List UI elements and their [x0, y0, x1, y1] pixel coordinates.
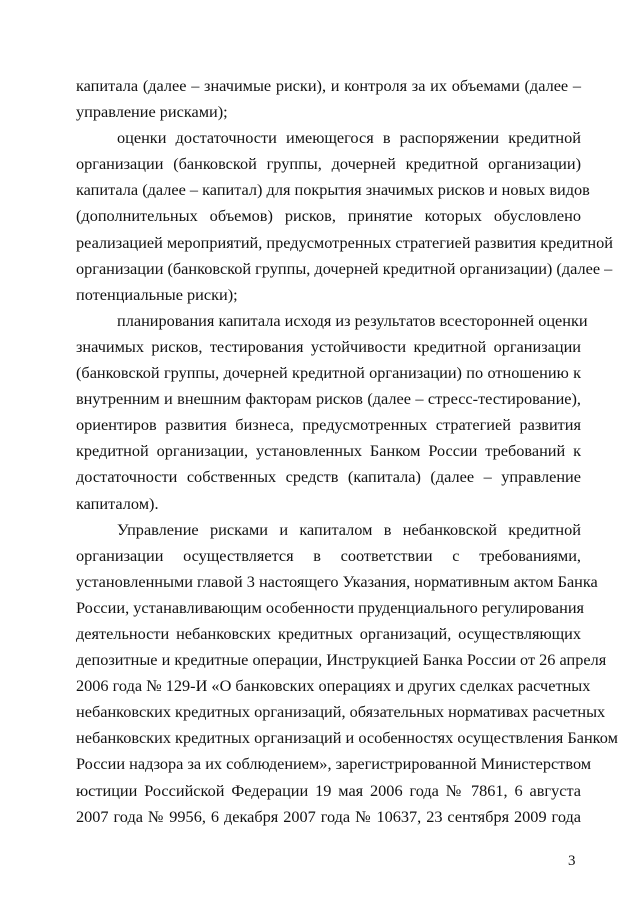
text-line: организации (банковской группы, дочерней кредитной организации) (далее –	[76, 258, 613, 278]
text-line: достаточности собственных средств (капитала) (далее – управление	[76, 467, 581, 487]
text-line: (дополнительных объемов) рисков, принятие которых обусловлено	[76, 206, 581, 226]
text-line: (банковской группы, дочерней кредитной организации) по отношению к	[76, 363, 581, 383]
text-line: небанковских кредитных организаций и особенностях осуществления Банком	[76, 728, 618, 748]
text-line: организации осуществляется в соответствии с требованиями,	[76, 545, 581, 565]
text-line: оценки достаточности имеющегося в распоряжении кредитной	[117, 128, 581, 148]
text-line: значимых рисков, тестирования устойчивости кредитной организации	[76, 336, 581, 356]
text-line: деятельности небанковских кредитных организаций, осуществляющих	[76, 623, 581, 643]
document-body	[76, 73, 618, 830]
text-line: Управление рисками и капиталом в небанковской кредитной	[117, 519, 581, 539]
text-line: кредитной организации, установленных Банком России требований к	[76, 441, 581, 461]
text-line: реализацией мероприятий, предусмотренных стратегией развития кредитной	[76, 232, 613, 252]
text-line: внутренним и внешним факторам рисков (далее – стресс-тестирование),	[76, 389, 581, 409]
text-line: депозитные и кредитные операции, Инструкцией Банка России от 26 апреля	[76, 650, 607, 670]
text-line: 2007 года № 9956, 6 декабря 2007 года № 10637, 23 сентября 2009 года	[76, 806, 581, 826]
text-line: 2006 года № 129-И «О банковских операциях и других сделках расчетных	[76, 676, 591, 696]
text-line: капиталом).	[76, 493, 159, 513]
text-line: капитала (далее – значимые риски), и контроля за их объемами (далее –	[76, 76, 581, 95]
text-line: планирования капитала исходя из результатов всесторонней оценки	[117, 310, 588, 330]
text-line: юстиции Российской Федерации 19 мая 2006 года № 7861, 6 августа	[76, 780, 581, 800]
text-line: установленными главой 3 настоящего Указания, нормативным актом Банка	[76, 571, 598, 591]
text-line: капитала (далее – капитал) для покрытия значимых рисков и новых видов	[76, 180, 590, 200]
text-line: ориентиров развития бизнеса, предусмотренных стратегией развития	[76, 415, 581, 435]
text-line: потенциальные риски);	[76, 284, 238, 304]
text-line: России надзора за их соблюдением», зарегистрированной Министерством	[76, 754, 592, 774]
text-line: управление рисками);	[76, 102, 228, 122]
text-line: небанковских кредитных организаций, обязательных нормативах расчетных	[76, 702, 606, 722]
page-number: 3	[568, 853, 576, 869]
text-line: России, устанавливающим особенности пруденциального регулирования	[76, 597, 585, 617]
text-line: организации (банковской группы, дочерней кредитной организации)	[76, 154, 581, 174]
